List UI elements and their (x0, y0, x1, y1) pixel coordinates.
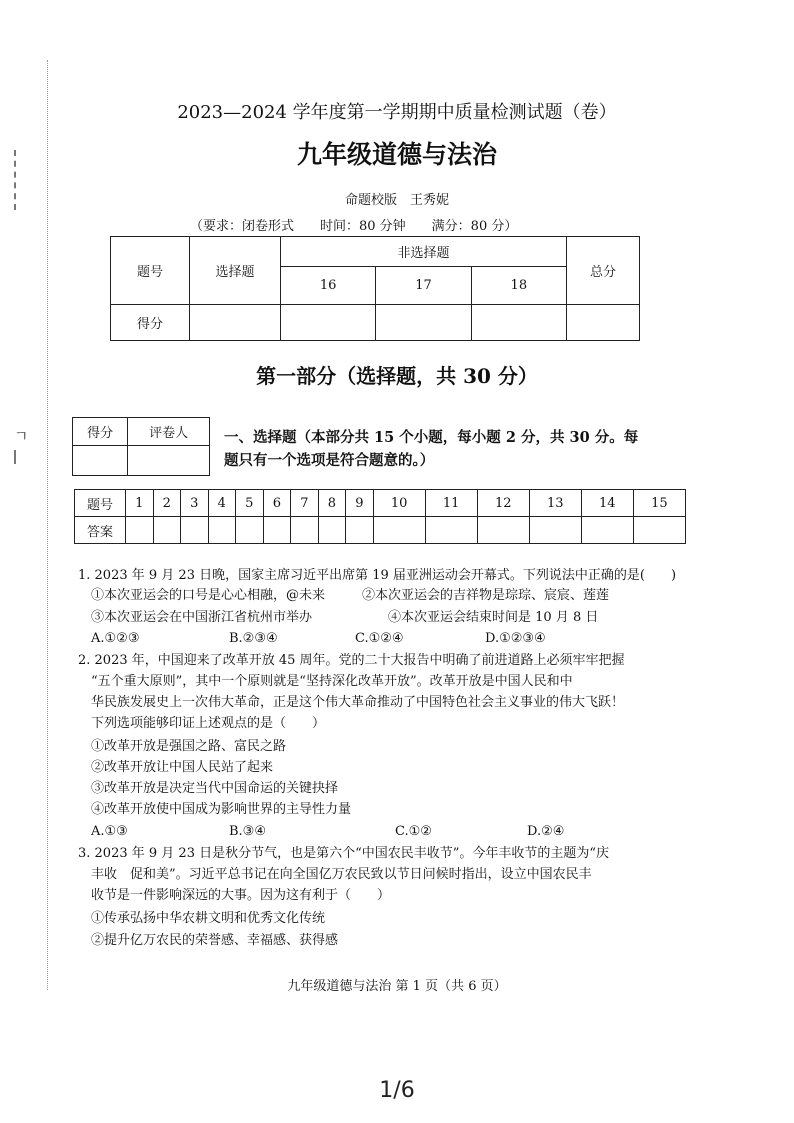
q1-choice-b: B.②③④ (229, 631, 278, 646)
q2-stem-line-1: 2. 2023 年，中国迎来了改革开放 45 周年。党的二十大报告中明确了前进道路上必须牢牢把握 (78, 653, 625, 668)
editor-line: 命题校版 王秀妮 (344, 193, 449, 208)
part-title: 第一部分（选择题，共 30 分） (256, 364, 538, 388)
answer-cell (633, 517, 685, 544)
grid-number: 6 (263, 490, 291, 517)
q2-stem-line-4: 下列选项能够印证上述观点的是（ ） (91, 716, 326, 731)
grid-number: 8 (318, 490, 346, 517)
q2-option-3: ③改革开放是决定当代中国命运的关键抉择 (91, 781, 339, 796)
subject-title: 九年级道德与法治 (296, 140, 497, 169)
answer-cell (373, 517, 425, 544)
q3-option-1: ①传承弘扬中华农耕文明和优秀文化传统 (91, 911, 326, 926)
grid-number: 5 (236, 490, 264, 517)
score-cell-total (567, 305, 640, 341)
q18-header: 18 (471, 267, 566, 305)
q3-stem-line-1: 3. 2023 年 9 月 23 日是秋分节气，也是第六个“中国农民丰收节”。今年丰收节的主题为“庆 (78, 846, 610, 861)
grader-score-label: 得分 (73, 418, 128, 446)
binding-mark: ㄱ (14, 427, 29, 445)
q3-stem-line-3: 收节是一件影响深远的大事。因为这有利于（ ） (91, 888, 391, 903)
answer-cell (291, 517, 319, 544)
grid-number: 1 (126, 490, 154, 517)
answer-cell (529, 517, 581, 544)
grid-number: 15 (633, 490, 685, 517)
answer-cell (425, 517, 477, 544)
section-instructions (224, 426, 638, 472)
q2-option-1: ①改革开放是强国之路、富民之路 (91, 739, 287, 754)
grid-number: 11 (425, 490, 477, 517)
q1-choice-a: A.①②③ (91, 631, 140, 646)
section-line-2: 题只有一个选项是符合题意的。） (224, 452, 435, 469)
q1-option-2: ②本次亚运会的吉祥物是琮琮、宸宸、莲莲 (362, 588, 610, 603)
answer-cell (346, 517, 374, 544)
grader-box (72, 417, 210, 476)
q1-option-3: ③本次亚运会在中国浙江省杭州市举办 (91, 610, 313, 625)
grid-number: 13 (529, 490, 581, 517)
grid-number: 9 (346, 490, 374, 517)
score-row-label: 得分 (111, 305, 190, 341)
q2-option-2: ②改革开放让中国人民站了起来 (91, 760, 274, 775)
question-no-header: 题号 (111, 237, 190, 305)
q17-header: 17 (376, 267, 471, 305)
grader-label: 评卷人 (128, 418, 210, 446)
section-line-1: 一、选择题（本部分共 15 个小题，每小题 2 分，共 30 分。每 (224, 429, 639, 446)
answer-grid (74, 489, 686, 544)
non-choice-header: 非选择题 (281, 237, 567, 267)
q2-stem-line-3: 华民族发展史上一次伟大革命，正是这个伟大革命推动了中国特色社会主义事业的伟大飞跃！ (91, 695, 625, 710)
binding-tick (14, 450, 24, 464)
answer-grid-numbers-row (75, 490, 686, 517)
grid-number: 14 (581, 490, 633, 517)
score-cell-17 (376, 305, 471, 341)
exam-title: 2023—2024 学年度第一学期期中质量检测试题（卷） (177, 102, 617, 123)
q2-choice-c: C.①② (395, 824, 432, 839)
choice-header: 选择题 (190, 237, 281, 305)
q1-option-4: ④本次亚运会结束时间是 10 月 8 日 (388, 610, 599, 625)
answer-cell (236, 517, 264, 544)
q2-option-4: ④改革开放使中国成为影响世界的主导性力量 (91, 802, 352, 817)
q3-stem-line-2: 丰收 促和美”。习近平总书记在向全国亿万农民致以节日问候时指出，设立中国农民丰 (91, 867, 592, 882)
answer-cell (477, 517, 529, 544)
answer-cell (581, 517, 633, 544)
q2-choice-b: B.③④ (229, 824, 266, 839)
answer-cell (263, 517, 291, 544)
grader-score-cell (73, 446, 128, 476)
grid-number: 7 (291, 490, 319, 517)
score-cell-choice (190, 305, 281, 341)
q2-choice-a: A.①③ (91, 824, 128, 839)
page-indicator: 1/6 (379, 1078, 415, 1103)
answer-cell (153, 517, 181, 544)
q1-option-1: ①本次亚运会的口号是心心相融，@未来 (91, 588, 326, 603)
total-header: 总分 (567, 237, 640, 305)
score-table (110, 236, 640, 341)
grid-number: 12 (477, 490, 529, 517)
page-footer: 九年级道德与法治 第 1 页（共 6 页） (287, 979, 507, 994)
grader-name-cell (128, 446, 210, 476)
grid-number: 10 (373, 490, 425, 517)
answer-grid-label: 题号 (75, 490, 126, 517)
score-cell-16 (281, 305, 376, 341)
q1-choice-d: D.①②③④ (485, 631, 546, 646)
grid-number: 3 (181, 490, 209, 517)
requirements-line: （要求：闭卷形式 时间：80 分钟 满分：80 分） (190, 219, 518, 234)
answer-grid-answer-label: 答案 (75, 517, 126, 544)
q2-choice-d: D.②④ (527, 824, 565, 839)
score-cell-18 (471, 305, 566, 341)
answer-cell (208, 517, 236, 544)
q1-stem: 1. 2023 年 9 月 23 日晚，国家主席习近平出席第 19 届亚洲运动会开幕式。下列说法中正确的是( ) (78, 568, 677, 583)
answer-cell (181, 517, 209, 544)
q3-option-2: ②提升亿万农民的荣誉感、幸福感、获得感 (91, 933, 339, 948)
q2-stem-line-2: “五个重大原则”，其中一个原则就是“坚持深化改革开放”。改革开放是中国人民和中 (91, 674, 573, 689)
grid-number: 2 (153, 490, 181, 517)
grid-number: 4 (208, 490, 236, 517)
q1-choice-c: C.①②④ (355, 631, 404, 646)
answer-cell (318, 517, 346, 544)
q16-header: 16 (281, 267, 376, 305)
answer-cell (126, 517, 154, 544)
answer-grid-answers-row (75, 517, 686, 544)
